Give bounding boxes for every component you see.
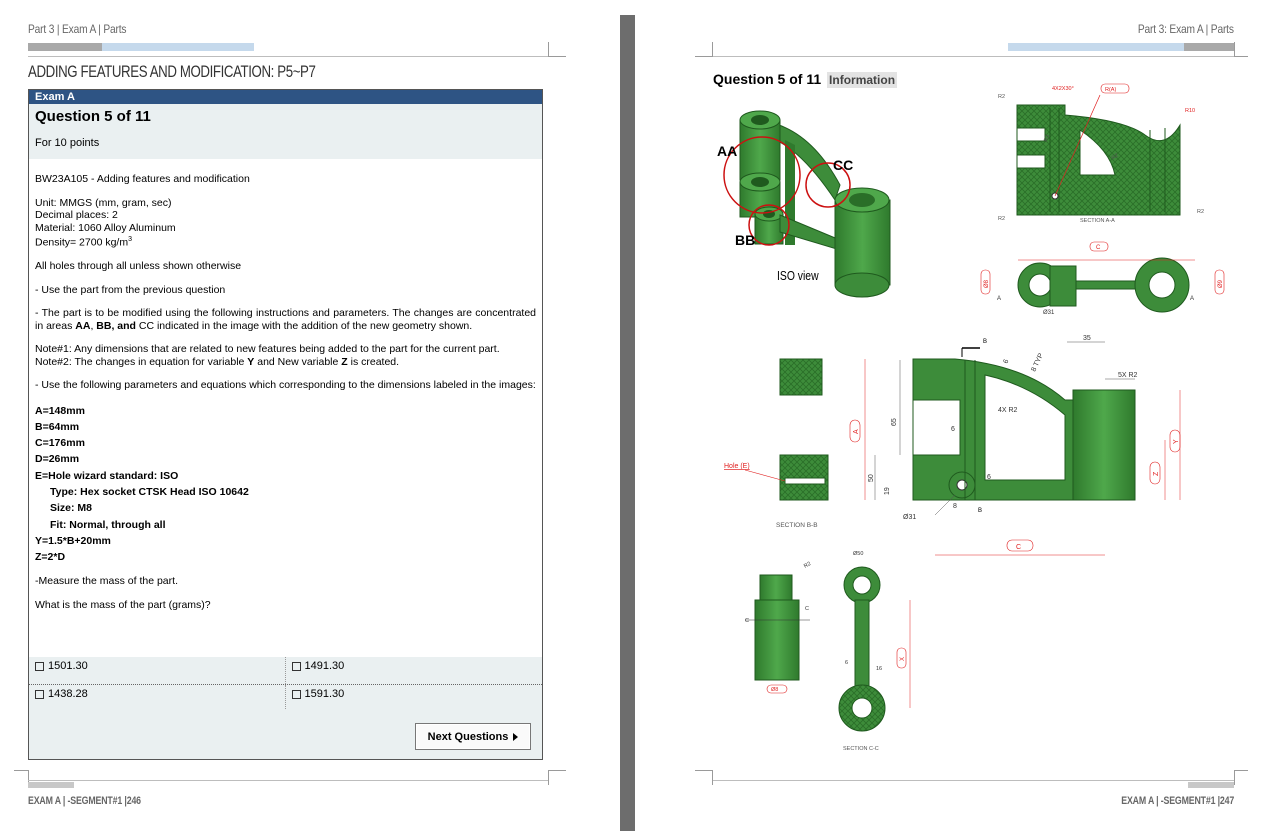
aa-label: AA [717, 143, 738, 159]
aa-r2a: R2 [998, 94, 1006, 100]
bb-dim6c: 6 [987, 474, 991, 481]
crop-mark [1234, 770, 1235, 785]
section-title: ADDING FEATURES AND MODIFICATION: P5~P7 [28, 62, 316, 81]
answer-label: 1491.30 [304, 660, 345, 672]
top-a1: A [997, 296, 1002, 302]
bb-label: BB [735, 232, 756, 248]
aa-r10: R10 [1185, 108, 1196, 114]
cc-dim16: 16 [876, 666, 883, 672]
bb-dim5x: 5X R2 [1118, 372, 1138, 379]
bb-a: A [853, 429, 860, 434]
crop-mark [548, 770, 549, 785]
checkbox-icon[interactable] [35, 690, 44, 699]
top-c: C [1096, 245, 1101, 251]
decimal-line: Decimal places: 2 [35, 209, 118, 221]
question-header [29, 104, 542, 159]
use-params-line: - Use the following parameters and equations which corresponding to the dimensions labeled in the images: [35, 379, 536, 391]
section-cc-view [745, 551, 910, 752]
note-2y: Y [247, 355, 255, 368]
bb-dim8typ: 8 TYP [1030, 352, 1045, 373]
left-header-bar-light [102, 43, 254, 51]
iso-view-label: ISO view [777, 268, 819, 284]
next-questions-button[interactable] [415, 723, 531, 750]
section-bb-label: SECTION B-B [776, 522, 818, 529]
note-2a: Note#2: The changes in equation for variable [35, 355, 248, 368]
question-points: For 10 points [35, 137, 100, 149]
checkbox-icon[interactable] [292, 690, 301, 699]
crop-mark [548, 770, 566, 771]
density-line: Density= 2700 kg/m [35, 236, 129, 249]
answer-label: 1591.30 [304, 688, 345, 700]
hole-e-label: Hole (E) [724, 463, 750, 470]
crop-mark [712, 770, 713, 785]
parameter-line: D=26mm [35, 453, 80, 466]
answer-label: 1501.30 [48, 660, 88, 672]
question-body [29, 159, 542, 611]
cc-x: X [900, 656, 906, 661]
left-footer: EXAM A | -SEGMENT#1 |246 [28, 795, 141, 807]
top-d9: Ø9 [1218, 279, 1224, 288]
answer-option-3[interactable] [29, 685, 286, 709]
checkbox-icon[interactable] [292, 662, 301, 671]
question-line: What is the mass of the part (grams)? [35, 598, 211, 611]
left-page [0, 0, 620, 831]
note-2b: and New variable [254, 355, 342, 368]
bb-dim8: 8 [953, 503, 957, 510]
question-title: Question 5 of 11 [35, 108, 151, 125]
top-a2: A [1190, 296, 1195, 302]
section-aa-label: SECTION A-A [1080, 218, 1115, 224]
notes [35, 343, 536, 368]
cc-d: Ø8 [771, 687, 779, 693]
bb-dim6a: 6 [951, 426, 955, 433]
aa-r2c: R2 [1197, 209, 1205, 215]
bb-d31: Ø31 [903, 514, 917, 521]
parameter-line: B=64mm [35, 420, 80, 433]
right-footer: EXAM A | -SEGMENT#1 |247 [1121, 795, 1234, 807]
info-question: Question 5 of 11 [713, 71, 822, 87]
bb-dim65: 65 [891, 418, 898, 426]
cc-d50: Ø50 [853, 551, 864, 557]
crop-mark [695, 770, 713, 771]
parameter-subline: Type: Hex socket CTSK Head ISO 10642 [50, 485, 249, 498]
cc-label: CC [833, 157, 854, 173]
left-header: Part 3 | Exam A | Parts [28, 22, 127, 36]
crop-mark [548, 56, 566, 57]
right-footer-bar [1188, 782, 1234, 788]
aa-r4: R(A) [1105, 87, 1117, 93]
unit-line: Unit: MMGS (mm, gram, sec) [35, 196, 172, 209]
right-header: Part 3: Exam A | Parts [1138, 22, 1234, 36]
instr-text: - The part is to be modified using the following instructions and parameters. The changes are concentrated in areas [35, 307, 536, 332]
cc-c1: C [745, 618, 749, 624]
code-line: BW23A105 - Adding features and modification [35, 173, 250, 185]
bb-dim4x: 4X R2 [998, 407, 1018, 414]
next-area [29, 709, 542, 759]
aa-chamfer: 4X2X30° [1052, 86, 1074, 92]
exam-label: Exam A [29, 90, 542, 104]
left-footer-rule [28, 780, 548, 781]
section-cc-label: SECTION C-C [843, 746, 879, 752]
aa-r2b: R2 [998, 216, 1006, 222]
answer-label: 1438.28 [48, 688, 88, 700]
aa-r3: R3 [1043, 134, 1052, 143]
parameter-line: Z=2*D [35, 551, 66, 564]
answer-option-4[interactable] [286, 685, 543, 709]
aa-r2d: R2 [1110, 152, 1120, 162]
measure-line: -Measure the mass of the part. [35, 575, 178, 588]
next-button-label: Next Questions [427, 730, 509, 743]
bb-dim19: 19 [884, 487, 891, 495]
crop-mark [548, 42, 549, 57]
density-sup: 3 [128, 236, 132, 243]
top-view [981, 242, 1224, 316]
bb-c: C [1016, 544, 1022, 551]
bb-b-bottom: B [978, 508, 983, 514]
parameter-subline: Fit: Normal, through all [50, 518, 166, 531]
holes-line: All holes through all unless shown otherwise [35, 260, 242, 272]
crop-mark [1234, 770, 1248, 771]
bb-y: Y [1173, 439, 1180, 444]
drawing-canvas [635, 0, 1262, 831]
left-footer-bar [28, 782, 74, 788]
instr-cc: CC indicated in the image with the addition of the new geometry shown. [135, 319, 473, 332]
bb-dim50: 50 [868, 474, 875, 482]
question-panel [28, 89, 543, 760]
parameter-line: A=148mm [35, 404, 85, 417]
bb-b-top: B [983, 339, 988, 345]
left-header-bar-dark [28, 43, 102, 51]
parameter-line: Y=1.5*B+20mm [35, 534, 111, 547]
specs [35, 197, 536, 250]
parameter-subline: Size: M8 [50, 502, 93, 515]
top-d31: Ø31 [1043, 310, 1055, 316]
parameter-line: C=176mm [35, 437, 85, 450]
iso-view [717, 111, 890, 297]
right-footer-rule [713, 780, 1234, 781]
checkbox-icon[interactable] [35, 662, 44, 671]
top-d8: Ø8 [984, 279, 990, 288]
crop-mark [14, 770, 29, 771]
parameter-list [35, 403, 536, 566]
info-tag: Information [829, 73, 896, 87]
note-2c: is created. [347, 355, 400, 368]
instructions: - The part is to be modified using the following instructions and parameters. The changes are concentrated in areas AA, BB, and CC indicated in the image with the addition of the new geometry shown. [35, 307, 536, 332]
section-aa-view [998, 84, 1204, 224]
answer-grid [29, 657, 542, 709]
play-arrow-icon [513, 733, 518, 741]
instr-bb: BB, and [96, 319, 136, 332]
note-1: Note#1: Any dimensions that are related to new features being added to the part for the current part. [35, 343, 500, 355]
parameter-line: E=Hole wizard standard: ISO [35, 469, 179, 482]
use-prev-line: - Use the part from the previous question [35, 283, 226, 296]
answer-option-1[interactable] [29, 657, 286, 684]
cc-c2: C [805, 606, 809, 612]
bb-dim6b: 6 [1002, 358, 1011, 365]
material-line: Material: 1060 Alloy Aluminum [35, 221, 176, 234]
note-2z: Z [341, 355, 348, 368]
instr-aa: AA [75, 319, 91, 332]
answer-row [29, 684, 542, 709]
bb-dim35: 35 [1083, 335, 1091, 342]
right-page [635, 0, 1262, 831]
answer-row [29, 657, 542, 684]
cc-r2: R2 [803, 561, 813, 570]
section-bb-detail [724, 359, 828, 529]
book-spine [620, 15, 635, 831]
left-header-rule [28, 56, 548, 57]
answer-option-2[interactable] [286, 657, 543, 684]
section-bb-main [850, 335, 1180, 555]
bb-z: Z [1153, 471, 1160, 476]
cc-dim6: 6 [845, 660, 849, 666]
